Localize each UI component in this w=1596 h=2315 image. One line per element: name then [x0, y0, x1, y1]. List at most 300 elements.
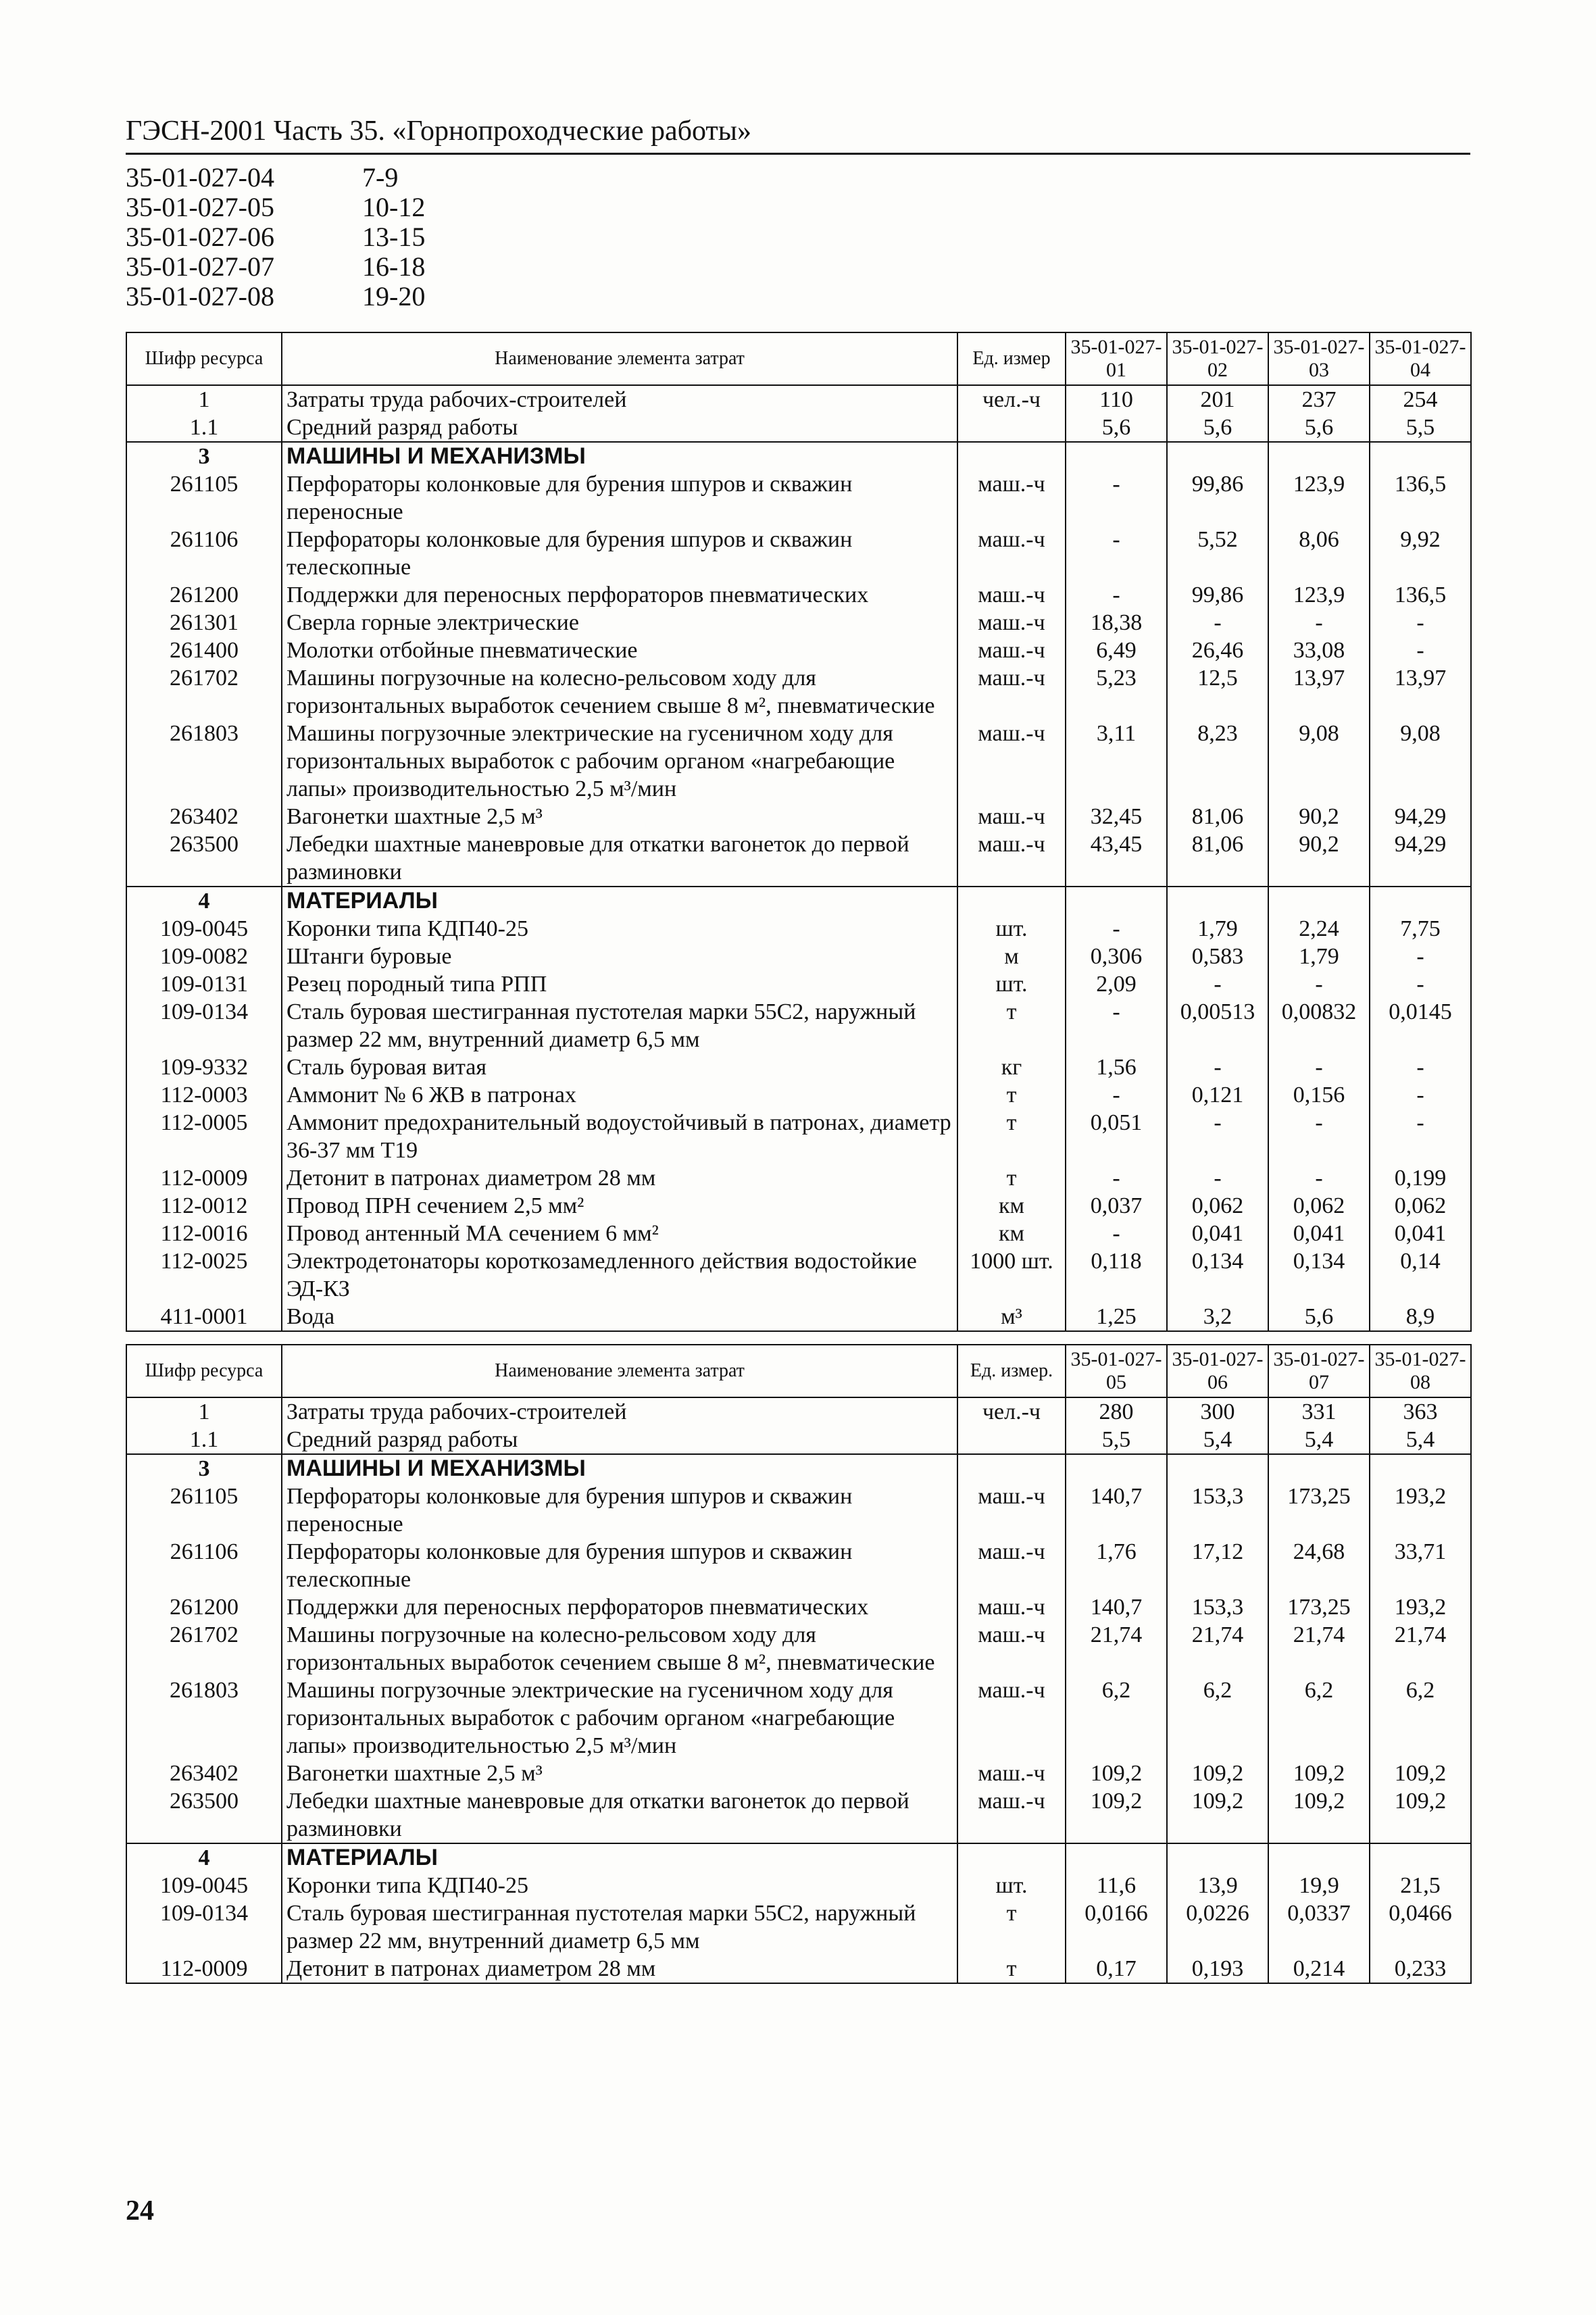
cost-element-name: Сталь буровая шестигранная пустотелая марки 55С2, наружный размер 22 мм, внутренний диаметр 6,5 мм [282, 998, 957, 1053]
unit-cell: маш.-ч [957, 609, 1066, 637]
resource-code: 261106 [126, 1538, 282, 1593]
table-row [126, 1220, 1471, 1247]
value-cell: 109,2 [1066, 1760, 1167, 1787]
header-col-4: 35-01-027-08 [1370, 1345, 1471, 1397]
resource-code: 112-0003 [126, 1081, 282, 1109]
table-row [126, 1899, 1471, 1955]
value-cell: 109,2 [1167, 1760, 1268, 1787]
cost-element-name: Вода [282, 1303, 957, 1331]
header-name: Наименование элемента затрат [282, 332, 957, 385]
value-cell: 5,23 [1066, 664, 1167, 720]
unit-cell: маш.-ч [957, 1787, 1066, 1843]
value-cell: 0,037 [1066, 1192, 1167, 1220]
cost-element-name: Сверла горные электрические [282, 609, 957, 637]
unit-cell: маш.-ч [957, 1593, 1066, 1621]
header-col-3: 35-01-027-03 [1268, 332, 1370, 385]
value-cell: - [1167, 970, 1268, 998]
table-row [126, 1483, 1471, 1538]
unit-cell: маш.-ч [957, 1483, 1066, 1538]
unit-cell: маш.-ч [957, 526, 1066, 581]
table-row [126, 581, 1471, 609]
value-cell: 8,9 [1370, 1303, 1471, 1331]
value-cell: - [1066, 915, 1167, 943]
value-cell: 8,23 [1167, 720, 1268, 803]
header-col-1: 35-01-027-05 [1066, 1345, 1167, 1397]
resource-code: 263402 [126, 803, 282, 830]
value-cell: 0,041 [1268, 1220, 1370, 1247]
norm-code: 35-01-027-07 [126, 251, 274, 282]
resource-code: 109-9332 [126, 1053, 282, 1081]
cost-element-name: Аммонит предохранительный водоустойчивый в патронах, диаметр 36-37 мм Т19 [282, 1109, 957, 1164]
value-cell: 201 [1167, 385, 1268, 414]
cost-element-name: Затраты труда рабочих-строителей [282, 1397, 957, 1426]
document-page [126, 114, 1470, 1984]
value-cell: - [1370, 943, 1471, 970]
value-cell: - [1066, 526, 1167, 581]
table-row [126, 1787, 1471, 1843]
unit-cell [957, 414, 1066, 442]
resource-code: 261105 [126, 1483, 282, 1538]
value-cell [1370, 1454, 1471, 1483]
unit-cell: шт. [957, 970, 1066, 998]
value-cell: - [1370, 970, 1471, 998]
table-row [126, 1303, 1471, 1331]
unit-cell: шт. [957, 915, 1066, 943]
resource-code: 261106 [126, 526, 282, 581]
value-cell: 193,2 [1370, 1593, 1471, 1621]
value-cell: 5,6 [1066, 414, 1167, 442]
table-row [126, 664, 1471, 720]
value-cell: 18,38 [1066, 609, 1167, 637]
cost-element-name: Перфораторы колонковые для бурения шпуров и скважин переносные [282, 470, 957, 526]
resource-code: 109-0045 [126, 915, 282, 943]
norm-code: 35-01-027-04 [126, 162, 274, 193]
table-row [126, 1676, 1471, 1760]
table-row [126, 526, 1471, 581]
table-row [126, 1593, 1471, 1621]
value-cell: 110 [1066, 385, 1167, 414]
value-cell: 13,97 [1268, 664, 1370, 720]
cost-element-name: МАШИНЫ И МЕХАНИЗМЫ [282, 442, 957, 470]
unit-cell: кг [957, 1053, 1066, 1081]
norm-range: 13-15 [362, 222, 426, 252]
value-cell: 33,08 [1268, 637, 1370, 664]
code-list [126, 163, 1470, 312]
value-cell: - [1167, 1109, 1268, 1164]
value-cell: 13,9 [1167, 1872, 1268, 1899]
value-cell: 254 [1370, 385, 1471, 414]
value-cell [1370, 887, 1471, 915]
resource-code: 4 [126, 887, 282, 915]
code-list-item [126, 163, 1470, 193]
value-cell: 99,86 [1167, 581, 1268, 609]
value-cell: 99,86 [1167, 470, 1268, 526]
value-cell [1066, 442, 1167, 470]
resource-code: 112-0005 [126, 1109, 282, 1164]
value-cell: 140,7 [1066, 1483, 1167, 1538]
value-cell: 0,051 [1066, 1109, 1167, 1164]
value-cell: 123,9 [1268, 581, 1370, 609]
header-unit: Ед. измер [957, 332, 1066, 385]
value-cell: 123,9 [1268, 470, 1370, 526]
value-cell: 3,11 [1066, 720, 1167, 803]
value-cell: 0,0226 [1167, 1899, 1268, 1955]
value-cell: 19,9 [1268, 1872, 1370, 1899]
code-list-item [126, 193, 1470, 222]
cost-element-name: Лебедки шахтные маневровые для откатки вагонеток до первой разминовки [282, 1787, 957, 1843]
table-row [126, 943, 1471, 970]
value-cell: 81,06 [1167, 803, 1268, 830]
value-cell: 9,08 [1370, 720, 1471, 803]
unit-cell: т [957, 1109, 1066, 1164]
cost-element-name: Вагонетки шахтные 2,5 м³ [282, 1760, 957, 1787]
resource-code: 109-0082 [126, 943, 282, 970]
value-cell: 153,3 [1167, 1483, 1268, 1538]
value-cell: 0,121 [1167, 1081, 1268, 1109]
cost-element-name: Машины погрузочные на колесно-рельсовом ходу для горизонтальных выработок сечением свыше 8 м², пневматические [282, 664, 957, 720]
cost-element-name: МАТЕРИАЛЫ [282, 887, 957, 915]
section-row [126, 887, 1471, 915]
table-row [126, 1192, 1471, 1220]
resource-code: 112-0009 [126, 1955, 282, 1983]
code-list-item [126, 282, 1470, 312]
header-code: Шифр ресурса [126, 332, 282, 385]
value-cell: 1,76 [1066, 1538, 1167, 1593]
table-row [126, 1426, 1471, 1454]
cost-element-name: Поддержки для переносных перфораторов пневматических [282, 1593, 957, 1621]
header-col-2: 35-01-027-02 [1167, 332, 1268, 385]
value-cell: 193,2 [1370, 1483, 1471, 1538]
norm-code: 35-01-027-08 [126, 281, 274, 312]
table-row [126, 720, 1471, 803]
cost-element-name: Поддержки для переносных перфораторов пневматических [282, 581, 957, 609]
header-col-4: 35-01-027-04 [1370, 332, 1471, 385]
cost-element-name: Резец породный типа РПП [282, 970, 957, 998]
table-row [126, 1397, 1471, 1426]
value-cell: 1,79 [1167, 915, 1268, 943]
unit-cell: 1000 шт. [957, 1247, 1066, 1303]
value-cell: 1,79 [1268, 943, 1370, 970]
value-cell: - [1167, 1053, 1268, 1081]
value-cell: 109,2 [1370, 1760, 1471, 1787]
resource-code: 261301 [126, 609, 282, 637]
table-row [126, 470, 1471, 526]
value-cell: - [1268, 970, 1370, 998]
code-list-item [126, 222, 1470, 252]
cost-element-name: Коронки типа КДП40-25 [282, 1872, 957, 1899]
value-cell: 21,74 [1370, 1621, 1471, 1676]
value-cell: 0,118 [1066, 1247, 1167, 1303]
value-cell: 17,12 [1167, 1538, 1268, 1593]
unit-cell: маш.-ч [957, 470, 1066, 526]
value-cell: 5,4 [1167, 1426, 1268, 1454]
value-cell: - [1066, 581, 1167, 609]
value-cell: 12,5 [1167, 664, 1268, 720]
table-row [126, 803, 1471, 830]
unit-cell: маш.-ч [957, 581, 1066, 609]
cost-element-name: Провод антенный МА сечением 6 мм² [282, 1220, 957, 1247]
resource-code: 411-0001 [126, 1303, 282, 1331]
section-row [126, 1454, 1471, 1483]
value-cell: 0,041 [1370, 1220, 1471, 1247]
value-cell [1167, 887, 1268, 915]
unit-cell: маш.-ч [957, 1538, 1066, 1593]
section-row [126, 1843, 1471, 1872]
unit-cell: м³ [957, 1303, 1066, 1331]
value-cell: 0,00832 [1268, 998, 1370, 1053]
unit-cell: м [957, 943, 1066, 970]
value-cell [1066, 1843, 1167, 1872]
table-row [126, 1872, 1471, 1899]
resource-code: 3 [126, 1454, 282, 1483]
value-cell: 5,52 [1167, 526, 1268, 581]
value-cell: - [1370, 1081, 1471, 1109]
cost-element-name: Детонит в патронах диаметром 28 мм [282, 1955, 957, 1983]
value-cell: 5,5 [1066, 1426, 1167, 1454]
header-unit: Ед. измер. [957, 1345, 1066, 1397]
resource-code: 112-0025 [126, 1247, 282, 1303]
value-cell: 0,17 [1066, 1955, 1167, 1983]
value-cell: - [1370, 637, 1471, 664]
value-cell: - [1268, 1109, 1370, 1164]
resource-code: 109-0134 [126, 998, 282, 1053]
value-cell: - [1066, 1164, 1167, 1192]
table-row [126, 1164, 1471, 1192]
resource-code: 1.1 [126, 1426, 282, 1454]
value-cell: 6,2 [1167, 1676, 1268, 1760]
value-cell: 5,6 [1167, 414, 1268, 442]
norms-table-1 [126, 332, 1472, 1332]
value-cell: 21,74 [1167, 1621, 1268, 1676]
section-row [126, 442, 1471, 470]
value-cell: 94,29 [1370, 830, 1471, 887]
unit-cell [957, 1454, 1066, 1483]
cost-element-name: Штанги буровые [282, 943, 957, 970]
value-cell: 0,0166 [1066, 1899, 1167, 1955]
value-cell: 0,062 [1370, 1192, 1471, 1220]
cost-element-name: Сталь буровая витая [282, 1053, 957, 1081]
norm-range: 10-12 [362, 192, 426, 222]
table-row [126, 1760, 1471, 1787]
cost-element-name: Машины погрузочные электрические на гусеничном ходу для горизонтальных выработок с рабочим органом «нагребающие лапы» производительностью 2,5 м³/мин [282, 720, 957, 803]
norms-table-2 [126, 1344, 1472, 1984]
value-cell: 21,5 [1370, 1872, 1471, 1899]
cost-element-name: Машины погрузочные электрические на гусеничном ходу для горизонтальных выработок с рабочим органом «нагребающие лапы» производительностью 2,5 м³/мин [282, 1676, 957, 1760]
value-cell: 9,08 [1268, 720, 1370, 803]
header-col-2: 35-01-027-06 [1167, 1345, 1268, 1397]
table-row [126, 1109, 1471, 1164]
value-cell [1066, 887, 1167, 915]
unit-cell: шт. [957, 1872, 1066, 1899]
value-cell: 136,5 [1370, 581, 1471, 609]
resource-code: 261803 [126, 1676, 282, 1760]
table-row [126, 1955, 1471, 1983]
value-cell: 33,71 [1370, 1538, 1471, 1593]
value-cell [1268, 442, 1370, 470]
table-row [126, 830, 1471, 887]
cost-element-name: Аммонит № 6 ЖВ в патронах [282, 1081, 957, 1109]
resource-code: 1 [126, 385, 282, 414]
value-cell: 331 [1268, 1397, 1370, 1426]
value-cell: 90,2 [1268, 830, 1370, 887]
value-cell: 109,2 [1167, 1787, 1268, 1843]
value-cell: 21,74 [1066, 1621, 1167, 1676]
value-cell: 109,2 [1268, 1760, 1370, 1787]
resource-code: 4 [126, 1843, 282, 1872]
unit-cell: маш.-ч [957, 720, 1066, 803]
value-cell: 32,45 [1066, 803, 1167, 830]
value-cell: 109,2 [1370, 1787, 1471, 1843]
table-row [126, 970, 1471, 998]
value-cell: - [1268, 609, 1370, 637]
value-cell: 5,4 [1268, 1426, 1370, 1454]
resource-code: 109-0045 [126, 1872, 282, 1899]
cost-element-name: Затраты труда рабочих-строителей [282, 385, 957, 414]
header-code: Шифр ресурса [126, 1345, 282, 1397]
unit-cell: маш.-ч [957, 830, 1066, 887]
value-cell: - [1268, 1053, 1370, 1081]
value-cell: 0,00513 [1167, 998, 1268, 1053]
value-cell: 1,25 [1066, 1303, 1167, 1331]
value-cell: 0,062 [1268, 1192, 1370, 1220]
value-cell: 109,2 [1268, 1787, 1370, 1843]
unit-cell: маш.-ч [957, 1621, 1066, 1676]
cost-element-name: Молотки отбойные пневматические [282, 637, 957, 664]
header-col-3: 35-01-027-07 [1268, 1345, 1370, 1397]
value-cell: 363 [1370, 1397, 1471, 1426]
table-row [126, 1538, 1471, 1593]
table-row [126, 1247, 1471, 1303]
value-cell: 0,062 [1167, 1192, 1268, 1220]
value-cell: - [1370, 1109, 1471, 1164]
resource-code: 112-0016 [126, 1220, 282, 1247]
cost-element-name: Провод ПРН сечением 2,5 мм² [282, 1192, 957, 1220]
value-cell: 0,306 [1066, 943, 1167, 970]
resource-code: 1.1 [126, 414, 282, 442]
unit-cell [957, 442, 1066, 470]
resource-code: 109-0131 [126, 970, 282, 998]
cost-element-name: Перфораторы колонковые для бурения шпуров и скважин телескопные [282, 526, 957, 581]
cost-element-name: Перфораторы колонковые для бурения шпуров и скважин телескопные [282, 1538, 957, 1593]
resource-code: 261702 [126, 664, 282, 720]
table-row [126, 1053, 1471, 1081]
norm-range: 19-20 [362, 281, 426, 312]
value-cell: 173,25 [1268, 1483, 1370, 1538]
resource-code: 112-0012 [126, 1192, 282, 1220]
value-cell: 43,45 [1066, 830, 1167, 887]
value-cell: 136,5 [1370, 470, 1471, 526]
value-cell: 5,6 [1268, 1303, 1370, 1331]
table-row [126, 1081, 1471, 1109]
value-cell: 81,06 [1167, 830, 1268, 887]
unit-cell [957, 887, 1066, 915]
value-cell: 0,214 [1268, 1955, 1370, 1983]
value-cell: 6,2 [1066, 1676, 1167, 1760]
value-cell: 9,92 [1370, 526, 1471, 581]
value-cell [1268, 1843, 1370, 1872]
value-cell: - [1066, 1220, 1167, 1247]
value-cell: 0,233 [1370, 1955, 1471, 1983]
value-cell: 153,3 [1167, 1593, 1268, 1621]
resource-code: 261200 [126, 1593, 282, 1621]
unit-cell: т [957, 1899, 1066, 1955]
value-cell: 7,75 [1370, 915, 1471, 943]
resource-code: 261702 [126, 1621, 282, 1676]
unit-cell: км [957, 1192, 1066, 1220]
value-cell: 6,2 [1268, 1676, 1370, 1760]
value-cell: 0,583 [1167, 943, 1268, 970]
cost-element-name: МАШИНЫ И МЕХАНИЗМЫ [282, 1454, 957, 1483]
cost-element-name: МАТЕРИАЛЫ [282, 1843, 957, 1872]
value-cell: 280 [1066, 1397, 1167, 1426]
value-cell [1370, 1843, 1471, 1872]
table-row [126, 414, 1471, 442]
value-cell: - [1066, 1081, 1167, 1109]
value-cell: - [1370, 609, 1471, 637]
table-row [126, 385, 1471, 414]
value-cell [1167, 442, 1268, 470]
value-cell: 24,68 [1268, 1538, 1370, 1593]
value-cell: - [1370, 1053, 1471, 1081]
value-cell: 0,0466 [1370, 1899, 1471, 1955]
value-cell: - [1066, 998, 1167, 1053]
resource-code: 263500 [126, 830, 282, 887]
norm-code: 35-01-027-06 [126, 222, 274, 252]
resource-code: 261200 [126, 581, 282, 609]
value-cell: 5,4 [1370, 1426, 1471, 1454]
page-header: ГЭСН-2001 Часть 35. «Горнопроходческие работы» [126, 114, 1470, 155]
value-cell [1268, 1454, 1370, 1483]
value-cell: - [1268, 1164, 1370, 1192]
cost-element-name: Сталь буровая шестигранная пустотелая марки 55С2, наружный размер 22 мм, внутренний диаметр 6,5 мм [282, 1899, 957, 1955]
value-cell: 5,6 [1268, 414, 1370, 442]
value-cell [1167, 1843, 1268, 1872]
resource-code: 263402 [126, 1760, 282, 1787]
value-cell [1167, 1454, 1268, 1483]
value-cell: 6,49 [1066, 637, 1167, 664]
value-cell [1066, 1454, 1167, 1483]
value-cell: 173,25 [1268, 1593, 1370, 1621]
value-cell: 300 [1167, 1397, 1268, 1426]
value-cell: 237 [1268, 385, 1370, 414]
value-cell: 11,6 [1066, 1872, 1167, 1899]
unit-cell: т [957, 1164, 1066, 1192]
resource-code: 112-0009 [126, 1164, 282, 1192]
value-cell: - [1066, 470, 1167, 526]
value-cell: 0,199 [1370, 1164, 1471, 1192]
unit-cell: маш.-ч [957, 1760, 1066, 1787]
table-row [126, 1621, 1471, 1676]
unit-cell: км [957, 1220, 1066, 1247]
value-cell: 13,97 [1370, 664, 1471, 720]
value-cell: 0,193 [1167, 1955, 1268, 1983]
resource-code: 261803 [126, 720, 282, 803]
value-cell: 3,2 [1167, 1303, 1268, 1331]
cost-element-name: Коронки типа КДП40-25 [282, 915, 957, 943]
value-cell [1370, 442, 1471, 470]
unit-cell: т [957, 1955, 1066, 1983]
value-cell: 140,7 [1066, 1593, 1167, 1621]
value-cell: 0,134 [1167, 1247, 1268, 1303]
value-cell: 26,46 [1167, 637, 1268, 664]
value-cell: - [1167, 1164, 1268, 1192]
resource-code: 263500 [126, 1787, 282, 1843]
cost-element-name: Вагонетки шахтные 2,5 м³ [282, 803, 957, 830]
unit-cell: маш.-ч [957, 637, 1066, 664]
value-cell: 6,2 [1370, 1676, 1471, 1760]
value-cell: 94,29 [1370, 803, 1471, 830]
value-cell: 0,134 [1268, 1247, 1370, 1303]
